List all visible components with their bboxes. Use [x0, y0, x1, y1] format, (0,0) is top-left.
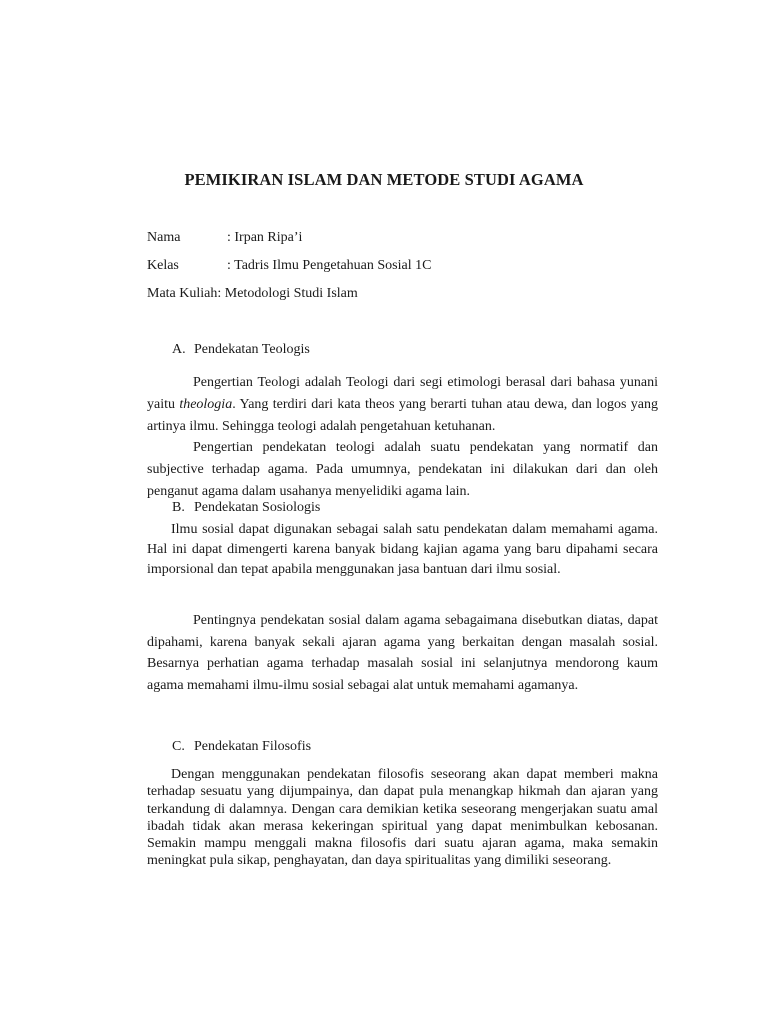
section-letter: B. — [172, 500, 185, 515]
paragraph-teologi-1 — [147, 372, 658, 437]
text-run: Pengertian Teologi adalah Teologi dari segi etimologi berasal dari bahasa yunani yaitu — [147, 375, 658, 412]
document-title: PEMIKIRAN ISLAM DAN METODE STUDI AGAMA — [184, 170, 584, 189]
section-title: Pendekatan Filosofis — [194, 739, 312, 754]
italic-term: theologia — [179, 396, 233, 412]
info-value: : Irpan Ripa’i — [227, 230, 303, 245]
section-title: Pendekatan Teologis — [194, 342, 310, 357]
text-run: . Yang terdiri dari kata theos yang berarti tuhan atau dewa, dan logos yang artinya ilmu. Sehingga teologi adalah pengetahuan ketuhanan. — [147, 396, 658, 434]
section-heading-c — [172, 739, 311, 755]
info-row-mata-kuliah — [147, 286, 358, 302]
info-value: Metodologi Studi Islam — [221, 286, 358, 301]
section-heading-b — [172, 500, 320, 516]
section-letter: C. — [172, 739, 185, 754]
info-row-nama — [147, 230, 302, 246]
paragraph-sosiologi-2: Pentingnya pendekatan sosial dalam agama sebagaimana disebutkan diatas, dapat dipahami, karena banyak sekali ajaran agama yang berkaitan dengan masalah sosial. Besarnya perhatian agama terhadap masalah sosial ini selanjutnya mendorong kaum agama memahami ilmu-ilmu sosial sebagai alat untuk memahami agamanya. — [147, 613, 658, 694]
section-letter: A. — [172, 342, 186, 357]
info-label: Mata Kuliah: — [147, 286, 222, 301]
info-row-kelas — [147, 258, 431, 274]
section-title: Pendekatan Sosiologis — [194, 500, 321, 515]
info-label: Kelas — [147, 258, 179, 273]
paragraph-sosiologi-1: Ilmu sosial dapat digunakan sebagai salah satu pendekatan dalam memahami agama. Hal ini dapat dimengerti karena banyak bidang kajian agama yang baru dipahami secara imporsional dan tepat apabila menggunakan jasa bantuan dari ilmu sosial. — [147, 522, 658, 577]
paragraph-teologi-2: Pengertian pendekatan teologi adalah suatu pendekatan yang normatif dan subjective terhadap agama. Pada umumnya, pendekatan ini dilakukan dari dan oleh penganut agama dalam usahanya menyelidiki agama lain. — [147, 440, 658, 499]
info-value: : Tadris Ilmu Pengetahuan Sosial 1C — [227, 258, 432, 273]
info-label: Nama — [147, 230, 181, 245]
paragraph-filosofi-1: Dengan menggunakan pendekatan filosofis seseorang akan dapat memberi makna terhadap sesuatu yang dijumpainya, dan dapat pula menangkap hikmah dan ajaran yang terkandung di dalamnya. Dengan cara demikian ketika seseorang mengerjakan suatu amal ibadah tidak akan merasa kekeringan spiritual yang dapat menimbulkan kebosanan. Semakin mampu menggali makna filosofis dari suatu ajaran agama, maka semakin meningkat pula sikap, penghayatan, dan daya spiritualitas yang dimiliki seseorang. — [147, 767, 658, 869]
section-heading-a — [172, 342, 310, 358]
